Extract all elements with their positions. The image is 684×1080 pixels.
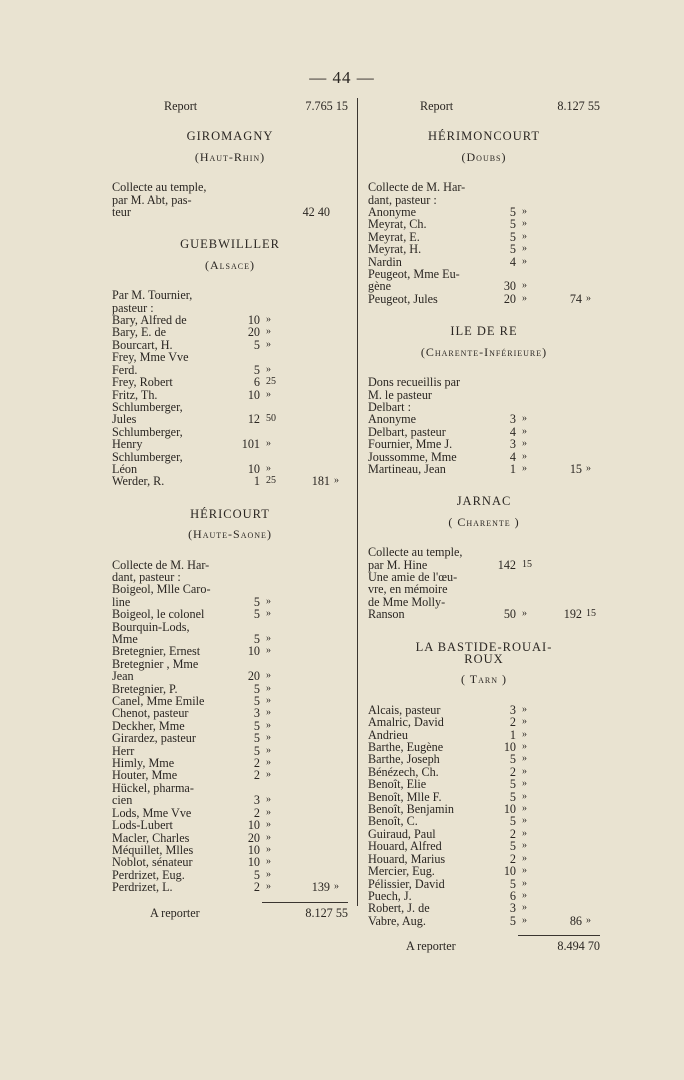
donor-name: Méquillet, Mlles [112, 842, 194, 857]
donor-cents: » [266, 819, 271, 831]
donor-name: Himly, Mme [112, 756, 175, 771]
donor-name: Vabre, Aug. [368, 913, 426, 928]
donor-name: Nardin [368, 254, 402, 269]
donor-cents: » [522, 815, 527, 827]
donor-amount: 5 [509, 752, 516, 767]
donor-amount: 5 [509, 777, 516, 792]
section-total-cents: » [586, 462, 591, 474]
donor-cents: » [266, 732, 271, 744]
donor-name: Meyrat, H. [368, 242, 422, 257]
intro-row [112, 181, 348, 218]
donor-name: Guiraud, Paul [368, 826, 436, 841]
donor-row [112, 707, 348, 719]
donor-amount: 10 [503, 802, 516, 817]
donor-name: Amalric, David [368, 715, 444, 730]
donor-amount: 5 [509, 242, 516, 257]
donor-name: Bretegnier, Ernest [112, 644, 201, 659]
donor-cents: 25 [266, 475, 276, 487]
donor-row [112, 782, 348, 807]
intro-text: Collecte au temple, par M. Abt, pas- teur [112, 180, 207, 220]
donor-amount: 2 [253, 756, 260, 771]
donor-amount: 5 [253, 718, 260, 733]
donor-amount: 5 [253, 362, 260, 377]
donor-cents: » [522, 790, 527, 802]
donor-amount: 5 [509, 229, 516, 244]
donor-amount: 5 [253, 594, 260, 609]
donor-cents: » [266, 806, 271, 818]
donor-amount: 6 [253, 375, 260, 390]
donor-row [112, 881, 348, 893]
donor-cents: » [522, 292, 527, 304]
section-region: (Haute-Saone) [188, 527, 272, 542]
donor-name: Peugeot, Mme Eu- gène [368, 267, 460, 294]
donor-cents: » [266, 843, 271, 855]
donor-cents: » [522, 778, 527, 790]
donor-name: Perdrizet, L. [112, 880, 173, 895]
donor-amount: 20 [503, 291, 516, 306]
donor-amount: 5 [509, 789, 516, 804]
right-column [368, 100, 600, 953]
donor-amount: 12 [247, 412, 260, 427]
donor-name: Peugeot, Jules [368, 291, 438, 306]
donor-row [112, 583, 348, 608]
donor-name: Frey, Mme Vve Ferd. [112, 350, 189, 377]
donor-name: Barthe, Joseph [368, 752, 440, 767]
donor-cents: » [522, 765, 527, 777]
donor-name: Lods-Lubert [112, 818, 173, 833]
donor-name: Anonyme [368, 205, 417, 220]
donor-cents: » [522, 852, 527, 864]
donor-row [112, 608, 348, 620]
donor-amount: 3 [253, 706, 260, 721]
donor-name: Martineau, Jean [368, 461, 446, 476]
donor-cents: » [266, 757, 271, 769]
donor-row [368, 243, 600, 255]
donor-cents: » [266, 314, 271, 326]
donor-name: Meyrat, Ch. [368, 217, 427, 232]
donor-cents: » [266, 794, 271, 806]
section-region: (Alsace) [205, 257, 255, 272]
intro-text: Dons recueillis par M. le pasteur Delbart : [368, 375, 461, 414]
donor-amount: 20 [247, 669, 260, 684]
footer-total: 8.127 55 [305, 905, 348, 920]
donor-name: Benoît, Mlle F. [368, 789, 442, 804]
donor-cents: 15 [522, 558, 532, 570]
donor-amount: 3 [253, 793, 260, 808]
section-region: (Doubs) [461, 149, 507, 164]
donor-amount: 10 [247, 842, 260, 857]
donor-row [368, 815, 600, 827]
donor-row [112, 658, 348, 683]
donor-row [368, 915, 600, 927]
donor-cents: » [522, 425, 527, 437]
donor-amount: 5 [253, 607, 260, 622]
donor-amount: 5 [509, 205, 516, 220]
section-region: (Haut-Rhin) [194, 149, 266, 164]
donor-amount: 5 [509, 876, 516, 891]
donor-cents: » [266, 831, 271, 843]
donor-row [112, 645, 348, 657]
donor-amount: 101 [241, 437, 260, 452]
donor-amount: 4 [509, 254, 516, 269]
donor-cents: » [522, 438, 527, 450]
donor-name: Boigeol, le colonel [112, 607, 205, 622]
donor-cents: » [522, 280, 527, 292]
donor-cents: » [266, 645, 271, 657]
donor-cents: » [522, 716, 527, 728]
donor-row [112, 769, 348, 781]
donor-amount: 10 [503, 740, 516, 755]
donor-row [112, 376, 348, 388]
donor-amount: 5 [253, 681, 260, 696]
total-rule [262, 902, 348, 903]
section-region: ( Tarn ) [461, 672, 507, 687]
donor-name: Noblot, sénateur [112, 855, 193, 870]
donor-name: Houard, Alfred [368, 839, 442, 854]
donor-name: Frey, Robert [112, 375, 173, 390]
intro-text: Par M. Tournier, pasteur : [112, 288, 193, 315]
donor-cents: » [266, 670, 271, 682]
donor-name: Werder, R. [112, 474, 165, 489]
donor-amount: 2 [253, 880, 260, 895]
donor-row [112, 401, 348, 426]
donor-name: Schlumberger, Léon [112, 449, 183, 476]
donor-name: Alcais, pasteur [368, 702, 441, 717]
donor-cents: 25 [266, 376, 276, 388]
report-line [368, 100, 600, 112]
donor-name: Canel, Mme Emile [112, 694, 205, 709]
donor-name: Schlumberger, Henry [112, 424, 183, 452]
donor-name: Houter, Mme [112, 768, 178, 783]
donor-row [112, 351, 348, 376]
donor-cents: » [266, 719, 271, 731]
donor-cents: » [266, 608, 271, 620]
donor-cents: » [522, 230, 527, 242]
donor-name: Meyrat, E. [368, 229, 420, 244]
donor-amount: 20 [247, 830, 260, 845]
donor-cents: » [266, 868, 271, 880]
donor-name: Schlumberger, Jules [112, 399, 183, 427]
donor-amount: 1 [509, 727, 516, 742]
sections-container [112, 130, 348, 893]
donor-cents: » [522, 827, 527, 839]
donor-row [368, 546, 600, 571]
donor-name: Perdrizet, Eug. [112, 867, 185, 882]
donor-amount: 5 [253, 867, 260, 882]
donor-cents: » [522, 450, 527, 462]
donor-name: Bary, Alfred de [112, 313, 187, 328]
donor-cents: » [266, 388, 271, 400]
donor-row [112, 451, 348, 476]
donor-amount: 30 [503, 279, 516, 294]
donor-cents: » [522, 206, 527, 218]
donor-amount: 2 [509, 826, 516, 841]
column-divider [357, 98, 358, 906]
section-total-cents: » [586, 914, 591, 926]
donor-amount: 5 [253, 743, 260, 758]
donor-amount: 4 [509, 449, 516, 464]
donor-amount: 10 [247, 855, 260, 870]
section-title: JARNAC [456, 494, 512, 509]
donor-amount: 10 [247, 313, 260, 328]
donor-amount: 2 [253, 805, 260, 820]
donor-row [368, 865, 600, 877]
report-total: 7.765 15 [305, 99, 348, 113]
donor-amount: 10 [247, 461, 260, 476]
donor-row [112, 856, 348, 868]
footer-line [368, 940, 600, 952]
donor-cents: » [266, 707, 271, 719]
donor-amount: 20 [247, 325, 260, 340]
donor-cents: » [266, 744, 271, 756]
donor-name: Benoît, C. [368, 814, 418, 829]
donor-cents: » [266, 462, 271, 474]
footer-label: A reporter [406, 939, 456, 954]
donor-row [368, 753, 600, 765]
donor-row [112, 426, 348, 451]
donor-row [112, 819, 348, 831]
donor-row [368, 716, 600, 728]
donor-cents: » [522, 608, 527, 620]
donor-cents: » [522, 803, 527, 815]
donor-row [368, 293, 600, 305]
donor-name: Barthe, Eugène [368, 740, 444, 755]
donor-cents: » [522, 865, 527, 877]
donor-cents: » [522, 703, 527, 715]
donor-row [112, 326, 348, 338]
report-total: 8.127 55 [557, 99, 600, 113]
donor-cents: » [522, 741, 527, 753]
donor-name: Une amie de l'œu- vre, en mémoire de Mme Molly- Ranson [368, 569, 458, 622]
donor-name: Macler, Charles [112, 830, 190, 845]
donor-cents: » [522, 902, 527, 914]
donor-cents: » [266, 326, 271, 338]
donor-amount: 2 [509, 764, 516, 779]
donor-amount: 2 [509, 851, 516, 866]
donor-name: Pélissier, David [368, 876, 445, 891]
donor-amount: 6 [509, 888, 516, 903]
donor-amount: 5 [509, 814, 516, 829]
donor-name: Anonyme [368, 412, 417, 427]
donor-amount: 5 [509, 217, 516, 232]
donor-amount: 3 [509, 437, 516, 452]
donor-cents: » [522, 753, 527, 765]
donor-name: Boigeol, Mlle Caro- line [112, 582, 211, 609]
donor-cents: » [266, 695, 271, 707]
donor-amount: 1 [509, 461, 516, 476]
section-total: 74 [569, 291, 582, 306]
donor-cents: » [522, 877, 527, 889]
donor-name: Lods, Mme Vve [112, 805, 192, 820]
donor-name: Robert, J. de [368, 901, 430, 916]
donor-name: Deckher, Mme [112, 718, 185, 733]
donor-name: Benoît, Benjamin [368, 802, 454, 817]
report-label: Report [164, 99, 198, 113]
donor-row [368, 413, 600, 425]
donor-amount: 5 [509, 839, 516, 854]
report-label: Report [420, 99, 454, 113]
total-rule [518, 935, 600, 936]
donor-cents: » [266, 633, 271, 644]
footer-total: 8.494 70 [557, 939, 600, 954]
donor-amount: 5 [253, 632, 260, 646]
donor-amount: 10 [247, 387, 260, 402]
section-total: 181 [311, 474, 330, 489]
donor-amount: 5 [253, 731, 260, 746]
donor-row [368, 840, 600, 852]
donor-name: Puech, J. [368, 888, 412, 903]
donor-amount: 142 [497, 557, 516, 572]
page-number: — 44 — [309, 68, 375, 87]
donor-amount: 3 [509, 412, 516, 427]
section-title: HÉRIMONCOURT [428, 129, 540, 144]
donor-cents: » [522, 840, 527, 852]
section-title: GUEBWILLLER [180, 237, 280, 252]
donor-row [368, 778, 600, 790]
section-title: GIROMAGNY [186, 129, 274, 144]
donor-cents: » [522, 255, 527, 267]
donor-name: Chenot, pasteur [112, 706, 189, 721]
donor-cents: » [522, 218, 527, 230]
donor-amount: 2 [253, 768, 260, 783]
donor-row [368, 268, 600, 293]
donor-cents: » [522, 914, 527, 926]
donor-cents: » [266, 682, 271, 694]
donor-name: Houard, Marius [368, 851, 446, 866]
donor-row [368, 438, 600, 450]
section-total: 86 [569, 913, 582, 928]
donor-name: Bary, E. de [112, 325, 167, 340]
section-total-cents: » [586, 292, 591, 304]
donor-name: Herr [112, 743, 135, 758]
donor-cents: » [266, 438, 271, 450]
left-column [112, 100, 348, 919]
donor-name: Bénézech, Ch. [368, 764, 439, 779]
donor-row [368, 902, 600, 914]
donor-name: Fournier, Mme J. [368, 437, 453, 452]
donor-cents: 50 [266, 413, 276, 425]
donor-name: Delbart, pasteur [368, 424, 446, 439]
donor-cents: » [522, 889, 527, 901]
donor-row [368, 571, 600, 621]
donor-amount: 5 [509, 913, 516, 928]
donor-amount: 10 [503, 864, 516, 879]
donor-amount: 10 [247, 818, 260, 833]
section-region: (Charente-Inférieure) [420, 344, 548, 359]
donor-amount: 5 [253, 337, 260, 352]
donor-name: Joussomme, Mme [368, 449, 457, 464]
donor-name: Andrieu [368, 727, 408, 742]
donor-cents: » [522, 728, 527, 740]
donor-cents: » [522, 413, 527, 425]
donor-cents: » [266, 363, 271, 375]
donor-name: Mercier, Eug. [368, 864, 435, 879]
section-total: 42 40 [302, 205, 330, 220]
donor-amount: 3 [509, 702, 516, 717]
donor-row [112, 732, 348, 744]
donor-name: Hückel, pharma- cien [112, 780, 194, 808]
report-line [112, 100, 348, 112]
section-total-cents: » [334, 475, 339, 487]
donor-amount: 1 [253, 474, 260, 489]
donor-cents: » [266, 338, 271, 350]
sections-container [368, 130, 600, 927]
donor-name: Collecte au temple, par M. Hine [368, 545, 463, 572]
donor-name: Bourcart, H. [112, 337, 173, 352]
donor-name: Bretegnier , Mme Jean [112, 656, 199, 684]
donor-row [368, 463, 600, 475]
donor-amount: 3 [509, 901, 516, 916]
donor-amount: 50 [503, 607, 516, 622]
section-total: 192 [563, 607, 582, 622]
donor-cents: » [266, 856, 271, 868]
section-title: HÉRICOURT [190, 506, 270, 521]
donor-amount: 4 [509, 424, 516, 439]
donor-row [112, 475, 348, 487]
donor-name: Bourquin-Lods, Mme [112, 619, 190, 646]
donor-name: Bretegnier, P. [112, 681, 178, 696]
donor-row [112, 621, 348, 646]
section-total: 139 [311, 880, 330, 895]
section-title: LA BASTIDE-ROUAI- ROUX [415, 639, 553, 666]
donor-name: Fritz, Th. [112, 387, 158, 402]
section-title: ILE DE RE [450, 324, 518, 339]
donor-name: Benoît, Elie [368, 777, 427, 792]
donor-cents: » [266, 881, 271, 893]
donor-amount: 2 [509, 715, 516, 730]
intro-text: Collecte de M. Har- dant, pasteur : [368, 180, 466, 207]
donor-cents: » [522, 462, 527, 474]
footer-label: A reporter [150, 905, 200, 920]
section-region: ( Charente ) [448, 514, 520, 529]
donor-cents: » [522, 243, 527, 255]
donor-cents: » [266, 769, 271, 781]
donor-amount: 5 [253, 694, 260, 709]
section-total-cents: » [334, 881, 339, 893]
donor-row [368, 218, 600, 230]
section-total-cents: 15 [586, 608, 596, 620]
donor-cents: » [266, 595, 271, 607]
donor-name: Girardez, pasteur [112, 731, 196, 746]
donor-amount: 10 [247, 644, 260, 659]
footer-line [112, 907, 348, 919]
intro-text: Collecte de M. Har- dant, pasteur : [112, 557, 210, 584]
section-total: 15 [569, 461, 582, 476]
